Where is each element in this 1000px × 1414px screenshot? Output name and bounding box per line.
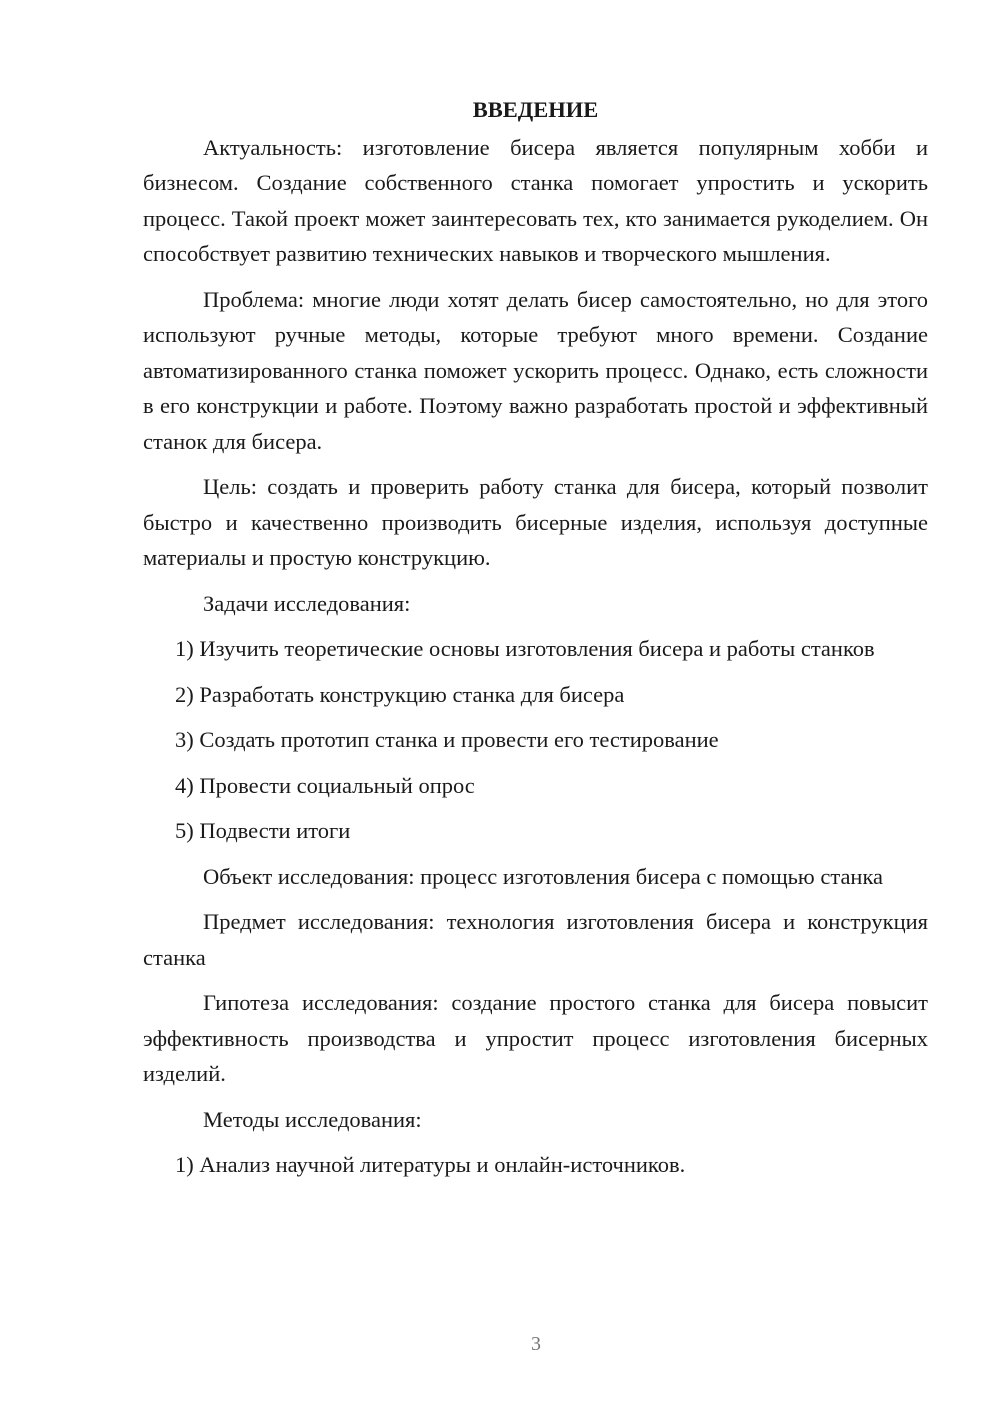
page-number: 3 <box>531 1333 541 1355</box>
task-item-4: 4) Провести социальный опрос <box>175 772 475 798</box>
task-item-2: 2) Разработать конструкцию станка для бисера <box>175 681 625 707</box>
goal-paragraph: Цель: создать и проверить работу станка для бисера, который позволит быстро и качественно производить бисерные изделия, используя доступные материалы и простую конструкцию. <box>143 474 928 570</box>
task-item-1: 1) Изучить теоретические основы изготовления бисера и работы станков <box>175 636 875 661</box>
section-title: ВВЕДЕНИЕ <box>472 97 599 122</box>
relevance-paragraph: Актуальность: изготовление бисера является популярным хобби и бизнесом. Создание собственного станка помогает упростить и ускорить процесс. Такой проект может заинтересовать тех, кто занимается рукоделием. Он способствует развитию технических навыков и творческого мышления. <box>143 134 928 266</box>
method-item-1: 1) Анализ научной литературы и онлайн-источников. <box>175 1152 686 1177</box>
task-item-3: 3) Создать прототип станка и провести его тестирование <box>175 727 719 752</box>
task-item-5: 5) Подвести итоги <box>175 818 351 843</box>
subject-paragraph: Предмет исследования: технология изготовления бисера и конструкция станка <box>143 909 928 970</box>
methods-label: Методы исследования: <box>203 1106 422 1132</box>
tasks-label: Задачи исследования: <box>203 590 411 616</box>
problem-paragraph: Проблема: многие люди хотят делать бисер самостоятельно, но для этого используют ручные методы, которые требуют много времени. Создание автоматизированного станка поможет ускорить процесс. Однако, есть сложности в его конструкции и работе. Поэтому важно разработать простой и эффективный станок для бисера. <box>143 286 928 454</box>
hypothesis-paragraph: Гипотеза исследования: создание простого станка для бисера повысит эффективность производства и упростит процесс изготовления бисерных изделий. <box>143 990 928 1086</box>
document-page <box>143 92 928 1193</box>
object-paragraph: Объект исследования: процесс изготовления бисера с помощью станка <box>203 863 884 889</box>
